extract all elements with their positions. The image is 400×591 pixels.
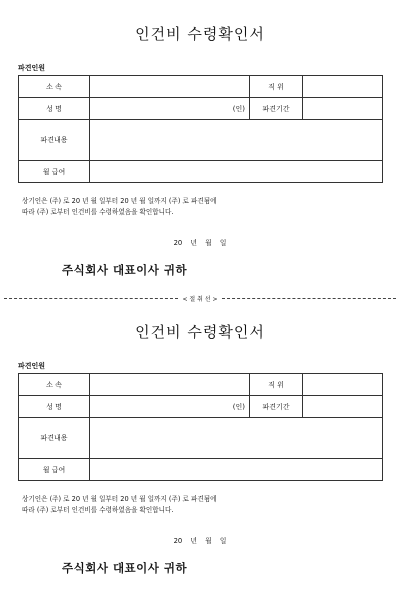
personnel-table (18, 75, 383, 183)
position-field[interactable] (303, 76, 383, 98)
seal-mark: (인) (232, 104, 245, 113)
content-label: 파견내용 (19, 418, 90, 459)
position-field[interactable] (303, 374, 383, 396)
affiliation-label: 소 속 (19, 374, 90, 396)
affiliation-field[interactable] (90, 374, 250, 396)
receipt-form-top (0, 0, 400, 290)
document-title: 인건비 수령확인서 (135, 25, 265, 43)
period-label: 파견기간 (250, 98, 303, 120)
table-row (19, 418, 383, 459)
period-field[interactable] (303, 396, 383, 418)
affiliation-label: 소 속 (19, 76, 90, 98)
period-label: 파견기간 (250, 396, 303, 418)
confirmation-paragraph (22, 494, 382, 516)
cut-line-label: < 절 취 선 > (182, 296, 218, 303)
position-label: 직 위 (250, 76, 303, 98)
table-row (19, 459, 383, 481)
content-label: 파견내용 (19, 120, 90, 161)
content-field[interactable] (90, 120, 383, 161)
affiliation-field[interactable] (90, 76, 250, 98)
date-line: 20 년 월 일 (173, 537, 227, 545)
table-row (19, 374, 383, 396)
section-heading: 파견인원 (18, 64, 46, 72)
paragraph-line-1: 상기인은 (주) 로 20 년 월 일부터 20 년 월 일까지 (주) 로 파견됨에 (22, 197, 217, 205)
paragraph-line-2: 따라 (주) 로부터 인건비를 수령하였음을 확인합니다. (22, 506, 174, 514)
table-row (19, 396, 383, 418)
seal-mark: (인) (232, 402, 245, 411)
salary-label: 월 급여 (19, 459, 90, 481)
receipt-form-bottom (0, 298, 400, 588)
name-label: 성 명 (19, 98, 90, 120)
paragraph-line-1: 상기인은 (주) 로 20 년 월 일부터 20 년 월 일까지 (주) 로 파견됨에 (22, 495, 217, 503)
document-title: 인건비 수령확인서 (135, 323, 265, 341)
date-line: 20 년 월 일 (173, 239, 227, 247)
content-field[interactable] (90, 418, 383, 459)
name-label: 성 명 (19, 396, 90, 418)
addressee: 주식회사 대표이사 귀하 (62, 263, 188, 277)
period-field[interactable] (303, 98, 383, 120)
name-field[interactable] (90, 396, 250, 418)
addressee: 주식회사 대표이사 귀하 (62, 561, 188, 575)
name-field[interactable] (90, 98, 250, 120)
table-row (19, 76, 383, 98)
paragraph-line-2: 따라 (주) 로부터 인건비를 수령하였음을 확인합니다. (22, 208, 174, 216)
confirmation-paragraph (22, 196, 382, 218)
salary-label: 월 급여 (19, 161, 90, 183)
personnel-table (18, 373, 383, 481)
table-row (19, 120, 383, 161)
section-heading: 파견인원 (18, 362, 46, 370)
position-label: 직 위 (250, 374, 303, 396)
table-row (19, 98, 383, 120)
salary-field[interactable] (90, 161, 383, 183)
salary-field[interactable] (90, 459, 383, 481)
table-row (19, 161, 383, 183)
